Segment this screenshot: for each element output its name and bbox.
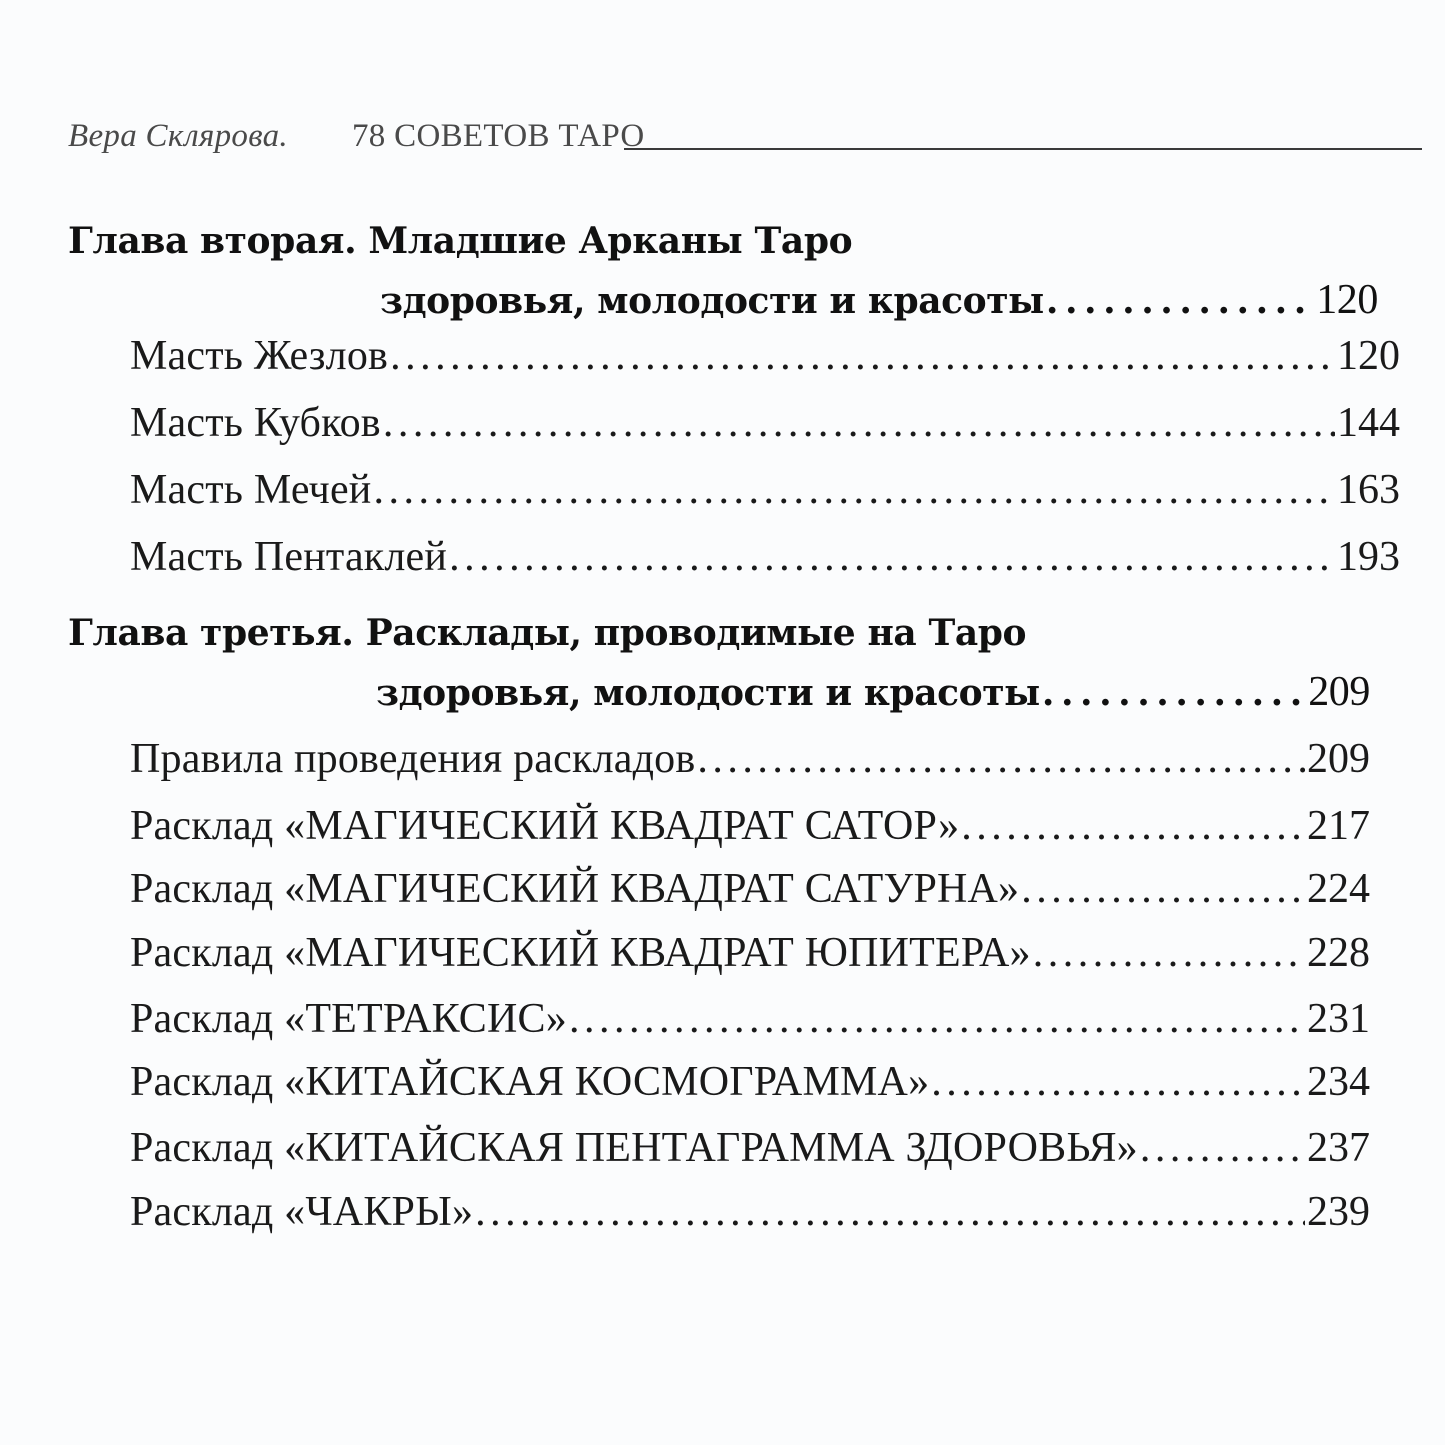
chapter-3-title: Глава третья. Расклады, проводимые на Таро [68,612,1027,654]
leader-dots [1046,280,1314,322]
toc-entry-label: Масть Кубков [130,400,381,446]
toc-entry-page: 228 [1307,930,1370,976]
toc-entry-label: Масть Жезлов [130,333,389,379]
leader-dots [449,533,1335,581]
toc-entry-label: Расклад «МАГИЧЕСКИЙ КВАДРАТ САТУРНА» [130,866,1020,912]
toc-entry-label: Расклад «МАГИЧЕСКИЙ КВАДРАТ ЮПИТЕРА» [130,930,1031,976]
toc-entry[interactable] [130,1124,1370,1172]
toc-entry-label: Расклад «ТЕТРАКСИС» [130,996,567,1042]
leader-dots [931,1058,1305,1106]
leader-dots [1140,1124,1305,1172]
toc-entry-label: Масть Мечей [130,467,372,513]
toc-entry[interactable] [130,1058,1370,1106]
chapter-2-title: Глава вторая. Младшие Арканы Таро [68,220,853,262]
chapter-2-title-cont[interactable] [380,276,1378,324]
chapter-2-page: 120 [1316,277,1378,323]
toc-entry[interactable] [130,466,1400,514]
running-header [68,118,1423,158]
toc-entry-label: Правила проведения раскладов [130,736,696,782]
leader-dots [1021,865,1305,913]
toc-entry-page: 144 [1337,400,1400,446]
chapter-3-title-cont[interactable] [376,668,1370,716]
toc-entry-page: 234 [1307,1059,1370,1105]
leader-dots [569,995,1305,1043]
leader-dots [1042,672,1306,714]
toc-entry-label: Расклад «КИТАЙСКАЯ КОСМОГРАММА» [130,1059,930,1105]
toc-entry-page: 231 [1307,996,1370,1042]
toc-entry-page: 120 [1337,333,1400,379]
leader-dots [383,399,1335,447]
toc-entry-page: 217 [1307,803,1370,849]
toc-entry[interactable] [130,802,1370,850]
leader-dots [390,332,1335,380]
leader-dots [373,466,1335,514]
toc-entry[interactable] [130,399,1400,447]
toc-entry-page: 239 [1307,1189,1370,1235]
toc-entry[interactable] [130,929,1370,977]
header-rule [624,148,1422,150]
toc-entry-page: 224 [1307,866,1370,912]
toc-entry-page: 163 [1337,467,1400,513]
chapter-3-title-line2: здоровья, молодости и красоты [376,672,1040,714]
header-author: Вера Склярова. [68,118,288,154]
toc-entry-page: 209 [1307,736,1370,782]
toc-entry[interactable] [130,332,1400,380]
toc-entry-page: 193 [1337,534,1400,580]
toc-entry[interactable] [130,865,1370,913]
toc-entry-page: 237 [1307,1125,1370,1171]
header-book-title: 78 СОВЕТОВ ТАРО [352,118,645,154]
toc-entry[interactable] [130,735,1370,783]
toc-entry-label: Расклад «МАГИЧЕСКИЙ КВАДРАТ САТОР» [130,803,960,849]
chapter-3-page: 209 [1308,669,1370,715]
toc-entry-label: Расклад «КИТАЙСКАЯ ПЕНТАГРАММА ЗДОРОВЬЯ» [130,1125,1138,1171]
leader-dots [475,1188,1305,1236]
leader-dots [961,802,1305,850]
toc-entry[interactable] [130,1188,1370,1236]
leader-dots [1033,929,1305,977]
toc-entry-label: Расклад «ЧАКРЫ» [130,1189,474,1235]
toc-entry[interactable] [130,995,1370,1043]
toc-entry[interactable] [130,533,1400,581]
toc-entry-label: Масть Пентаклей [130,534,448,580]
leader-dots [697,735,1305,783]
chapter-2-title-line2: здоровья, молодости и красоты [380,280,1044,322]
